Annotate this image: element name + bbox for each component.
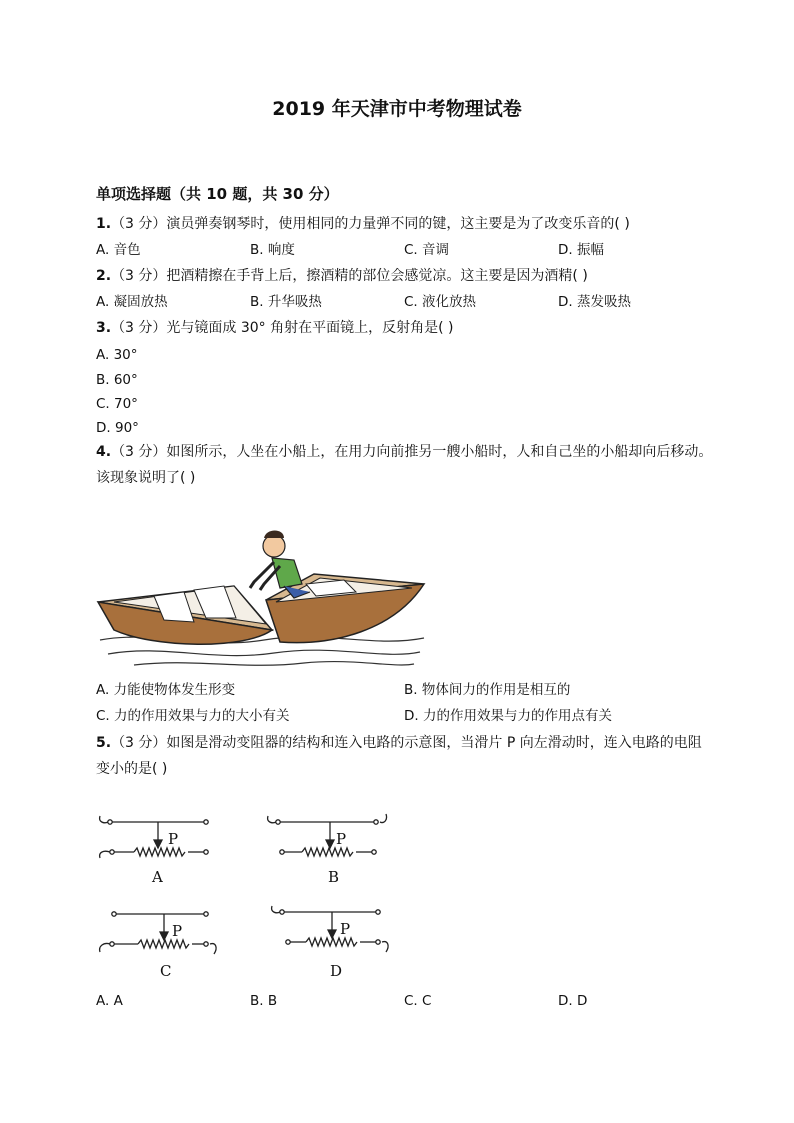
page-title: 2019 年天津市中考物理试卷: [272, 98, 522, 120]
slider-label: P: [168, 830, 179, 848]
question-text: （3 分）演员弹奏钢琴时，使用相同的力量弹不同的键，这主要是为了改变乐音的( ): [111, 216, 630, 232]
option-a: A. 凝固放热: [96, 294, 168, 310]
option-c: C. 音调: [404, 242, 450, 258]
section-heading: 单项选择题（共 10 题，共 30 分）: [96, 185, 339, 203]
figure-label-b: B: [328, 868, 340, 886]
boats-figure: [94, 522, 430, 670]
option-a: A. 力能使物体发生形变: [96, 682, 236, 698]
question-text-continued: 变小的是( ): [96, 761, 168, 777]
question-2: [96, 266, 588, 286]
option-a: A. A: [96, 993, 123, 1009]
slider-label: P: [340, 920, 351, 938]
option-c: C. 70°: [96, 396, 138, 412]
option-a: A. 30°: [96, 347, 138, 363]
figure-label-d: D: [330, 962, 343, 980]
question-text-continued: 该现象说明了( ): [96, 470, 196, 486]
figure-label-c: C: [160, 962, 172, 980]
question-number: 4.: [96, 444, 112, 460]
option-a: A. 音色: [96, 242, 141, 258]
question-text: （3 分）光与镜面成 30° 角射在平面镜上，反射角是( ): [111, 320, 454, 336]
question-number: 3.: [96, 320, 112, 336]
rheostat-figure: [94, 808, 414, 988]
question-number: 1.: [96, 216, 112, 232]
option-b: B. B: [250, 993, 278, 1009]
option-b: B. 升华吸热: [250, 294, 322, 310]
option-b: B. 物体间力的作用是相互的: [404, 682, 571, 698]
rheostat-d: [272, 906, 388, 952]
question-number: 5.: [96, 735, 112, 751]
option-d: D. D: [558, 993, 588, 1009]
water-waves: [100, 637, 424, 665]
option-c: C. C: [404, 993, 432, 1009]
question-3: [96, 318, 454, 338]
option-b: B. 响度: [250, 242, 295, 258]
option-c: C. 力的作用效果与力的大小有关: [96, 708, 290, 724]
option-c: C. 液化放热: [404, 294, 477, 310]
option-b: B. 60°: [96, 372, 138, 388]
option-d: D. 振幅: [558, 242, 604, 258]
option-d: D. 90°: [96, 420, 139, 436]
question-number: 2.: [96, 268, 112, 284]
figure-label-a: A: [152, 868, 163, 886]
slider-label: P: [336, 830, 347, 848]
question-5: [96, 733, 702, 753]
question-text: （3 分）如图所示，人坐在小船上，在用力向前推另一艘小船时，人和自己坐的小船却向后移动。: [111, 444, 713, 460]
option-d: D. 力的作用效果与力的作用点有关: [404, 708, 612, 724]
question-text: （3 分）如图是滑动变阻器的结构和连入电路的示意图，当滑片 P 向左滑动时，连入电路的电阻: [111, 735, 702, 751]
rheostat-b: [268, 814, 387, 856]
left-boat: [98, 586, 272, 644]
rheostat-c: [100, 912, 216, 954]
question-text: （3 分）把酒精擦在手背上后，擦酒精的部位会感觉凉。这主要是因为酒精( ): [111, 268, 588, 284]
slider-label: P: [172, 922, 183, 940]
question-4: [96, 442, 712, 462]
option-d: D. 蒸发吸热: [558, 294, 631, 310]
question-1: [96, 214, 630, 234]
rheostat-a: [100, 816, 209, 858]
